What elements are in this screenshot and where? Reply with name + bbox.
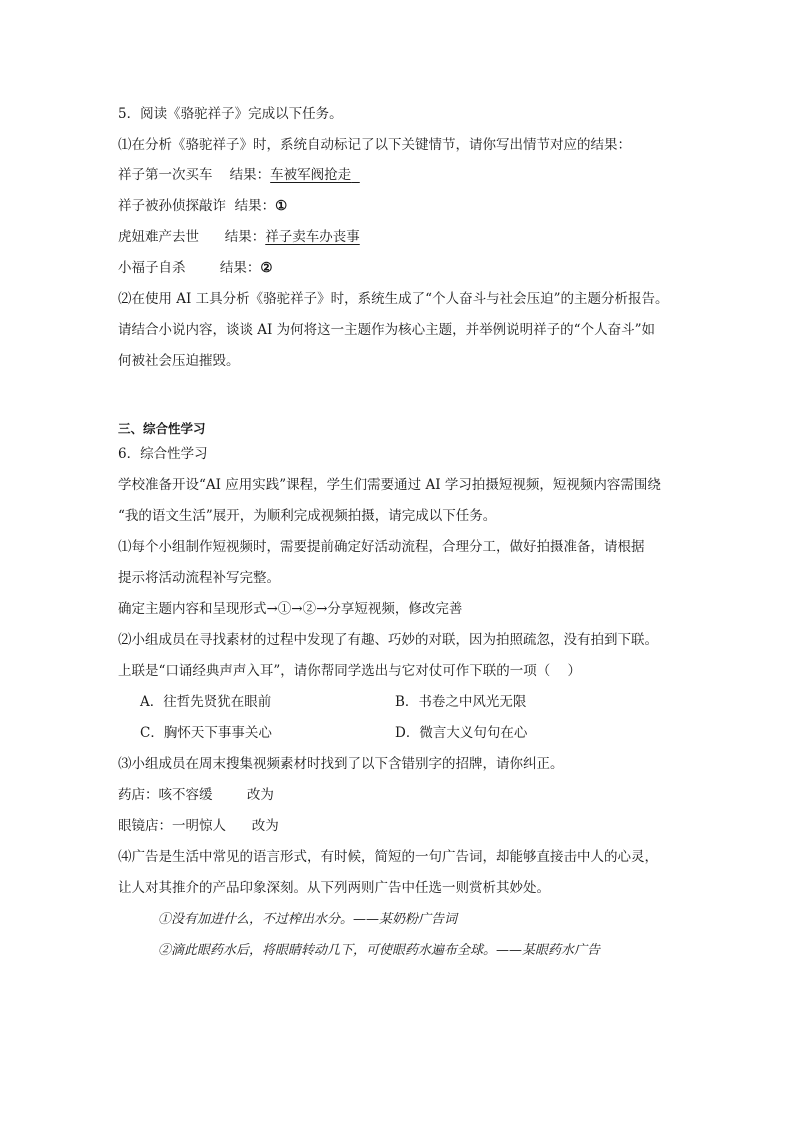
- ad-1: ①没有加进什么，不过榨出水分。——某奶粉广告词: [158, 912, 458, 927]
- q6-task1-line2: 提示将活动流程补写完整。: [118, 570, 280, 586]
- option-c: C．胸怀天下事事关心: [140, 725, 272, 741]
- q5-title: 5．阅读《骆驼祥子》完成以下任务。: [118, 106, 343, 122]
- section-heading: 三、综合性学习: [118, 421, 206, 436]
- sign-fix: 改为: [251, 818, 279, 834]
- q5-subtask-2-line1: ⑵在使用 AI 工具分析《骆驼祥子》时，系统生成了“个人奋斗与社会压迫”的主题分析报告。: [118, 291, 669, 307]
- q6-task4-line1: ⑷广告是生活中常见的语言形式，有时候，简短的一句广告词，却能够直接击中人的心灵，: [118, 849, 658, 865]
- plot-event: 祥子被孙侦探敲诈: [118, 198, 226, 214]
- option-b: B．书卷之中风光无限: [395, 694, 527, 710]
- q6-task2-line1: ⑵小组成员在寻找素材的过程中发现了有趣、巧妙的对联，因为拍照疏忽，没有拍到下联。: [118, 632, 658, 648]
- q6-task2-line2: 上联是“口诵经典声声入耳”，请你帮同学选出与它对仗可作下联的一项（ ）: [118, 663, 581, 679]
- blank-2: ②: [260, 260, 273, 276]
- result-label: 结果：: [219, 260, 261, 276]
- q6-title: 6．综合性学习: [118, 446, 208, 462]
- plot-event: 小福子自杀: [118, 260, 186, 276]
- q6-task4-line2: 让人对其推介的产品印象深刻。从下列两则广告中任选一则赏析其妙处。: [118, 880, 550, 896]
- option-d: D．微言大义句句在心: [395, 725, 528, 741]
- result-label: 结果：: [234, 198, 276, 214]
- q6-intro-line2: “我的语文生活”展开，为顺利完成视频拍摄，请完成以下任务。: [118, 508, 497, 524]
- q6-task1-line1: ⑴每个小组制作短视频时，需要提前确定好活动流程，合理分工，做好拍摄准备，请根据: [118, 539, 645, 555]
- sign-row-2: [118, 816, 279, 836]
- result-label: 结果：: [229, 167, 271, 183]
- sign-row-1: [118, 785, 274, 805]
- result-answer: 车被军阀抢走: [270, 167, 352, 183]
- q6-task3: ⑶小组成员在周末搜集视频素材时找到了以下含错别字的招牌，请你纠正。: [118, 756, 564, 772]
- activity-flow: 确定主题内容和呈现形式→①→②→分享短视频，修改完善: [118, 601, 463, 617]
- result-label: 结果：: [224, 229, 266, 245]
- plot-event: 祥子第一次买车: [118, 167, 213, 183]
- q5-subtask-2-line3: 何被社会压迫摧毁。: [118, 353, 240, 369]
- plot-row-4: [118, 258, 272, 278]
- plot-row-2: [118, 196, 287, 216]
- q5-subtask-2-line2: 请结合小说内容，谈谈 AI 为何将这一主题作为核心主题，并举例说明祥子的“个人奋斗”如: [118, 322, 655, 338]
- option-a: A．往哲先贤犹在眼前: [140, 694, 272, 710]
- plot-event: 虎妞难产去世: [118, 229, 199, 245]
- blank-1: ①: [275, 198, 288, 214]
- sign-text: 眼镜店：一明惊人: [118, 818, 226, 834]
- sign-fix: 改为: [246, 787, 274, 803]
- result-answer: 祥子卖车办丧事: [265, 229, 360, 245]
- q6-intro-line1: 学校准备开设“AI 应用实践”课程，学生们需要通过 AI 学习拍摄短视频，短视频内容需围绕: [118, 477, 661, 493]
- ad-2: ②滴此眼药水后，将眼睛转动几下，可使眼药水遍布全球。——某眼药水广告: [158, 943, 601, 958]
- plot-row-1: [118, 165, 360, 185]
- q5-subtask-1: ⑴在分析《骆驼祥子》时，系统自动标记了以下关键情节，请你写出情节对应的结果：: [118, 137, 631, 153]
- sign-text: 药店：咳不容缓: [118, 787, 213, 803]
- plot-row-3: [118, 227, 360, 247]
